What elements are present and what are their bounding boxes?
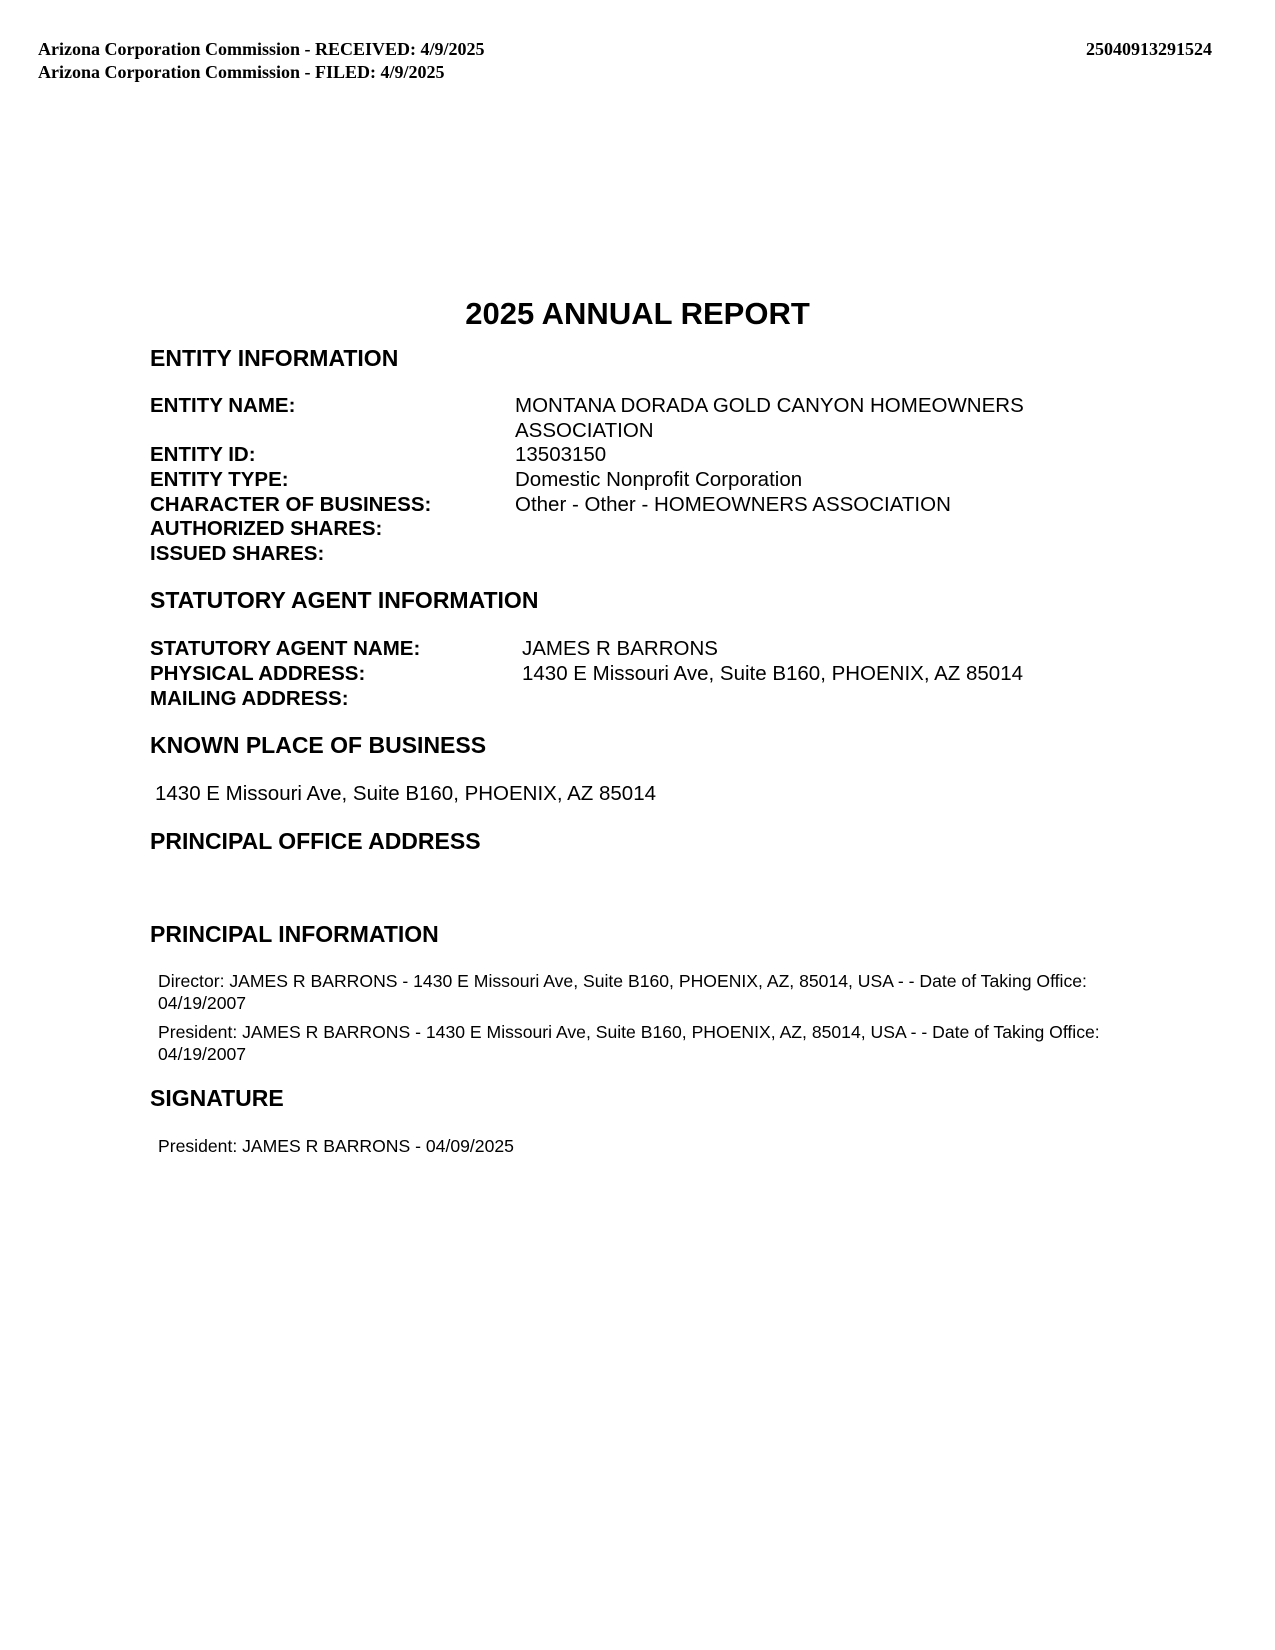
- entity-name-label: ENTITY NAME:: [150, 394, 296, 417]
- entity-information-heading: ENTITY INFORMATION: [150, 345, 399, 371]
- issued-shares-label: ISSUED SHARES:: [150, 542, 325, 565]
- known-place-heading: KNOWN PLACE OF BUSINESS: [150, 732, 487, 758]
- character-label: CHARACTER OF BUSINESS:: [150, 493, 432, 516]
- entity-name-value-2: ASSOCIATION: [515, 419, 654, 442]
- document-number: 25040913291524: [1086, 39, 1212, 59]
- agent-name-label: STATUTORY AGENT NAME:: [150, 637, 421, 660]
- character-value: Other - Other - HOMEOWNERS ASSOCIATION: [515, 493, 951, 516]
- signature-line: President: JAMES R BARRONS - 04/09/2025: [158, 1136, 514, 1156]
- agent-name-value: JAMES R BARRONS: [522, 637, 718, 660]
- entity-type-value: Domestic Nonprofit Corporation: [515, 468, 803, 491]
- entity-id-value: 13503150: [515, 443, 607, 466]
- statutory-agent-heading: STATUTORY AGENT INFORMATION: [150, 587, 539, 613]
- director-entry: Director: JAMES R BARRONS - 1430 E Missouri Ave, Suite B160, PHOENIX, AZ, 85014, USA - - Date of Taking Office: 04/19/2007: [158, 971, 1087, 1013]
- signature-heading: SIGNATURE: [150, 1085, 284, 1111]
- physical-address-value: 1430 E Missouri Ave, Suite B160, PHOENIX, AZ 85014: [522, 662, 1024, 685]
- filed-line: Arizona Corporation Commission - FILED: 4/9/2025: [38, 62, 445, 82]
- president-entry: President: JAMES R BARRONS - 1430 E Missouri Ave, Suite B160, PHOENIX, AZ, 85014, USA - - Date of Taking Office: 04/19/2007: [158, 1022, 1100, 1064]
- known-place-address: 1430 E Missouri Ave, Suite B160, PHOENIX, AZ 85014: [155, 782, 657, 805]
- entity-name-value: MONTANA DORADA GOLD CANYON HOMEOWNERS: [515, 394, 1024, 417]
- principal-information-heading: PRINCIPAL INFORMATION: [150, 921, 439, 947]
- principal-office-heading: PRINCIPAL OFFICE ADDRESS: [150, 828, 481, 854]
- received-line: Arizona Corporation Commission - RECEIVED: 4/9/2025: [38, 39, 485, 59]
- report-title: 2025 ANNUAL REPORT: [465, 296, 810, 331]
- mailing-address-label: MAILING ADDRESS:: [150, 687, 349, 710]
- authorized-shares-label: AUTHORIZED SHARES:: [150, 517, 383, 540]
- entity-type-label: ENTITY TYPE:: [150, 468, 289, 491]
- filing-stamp: [38, 38, 485, 84]
- entity-id-label: ENTITY ID:: [150, 443, 256, 466]
- physical-address-label: PHYSICAL ADDRESS:: [150, 662, 366, 685]
